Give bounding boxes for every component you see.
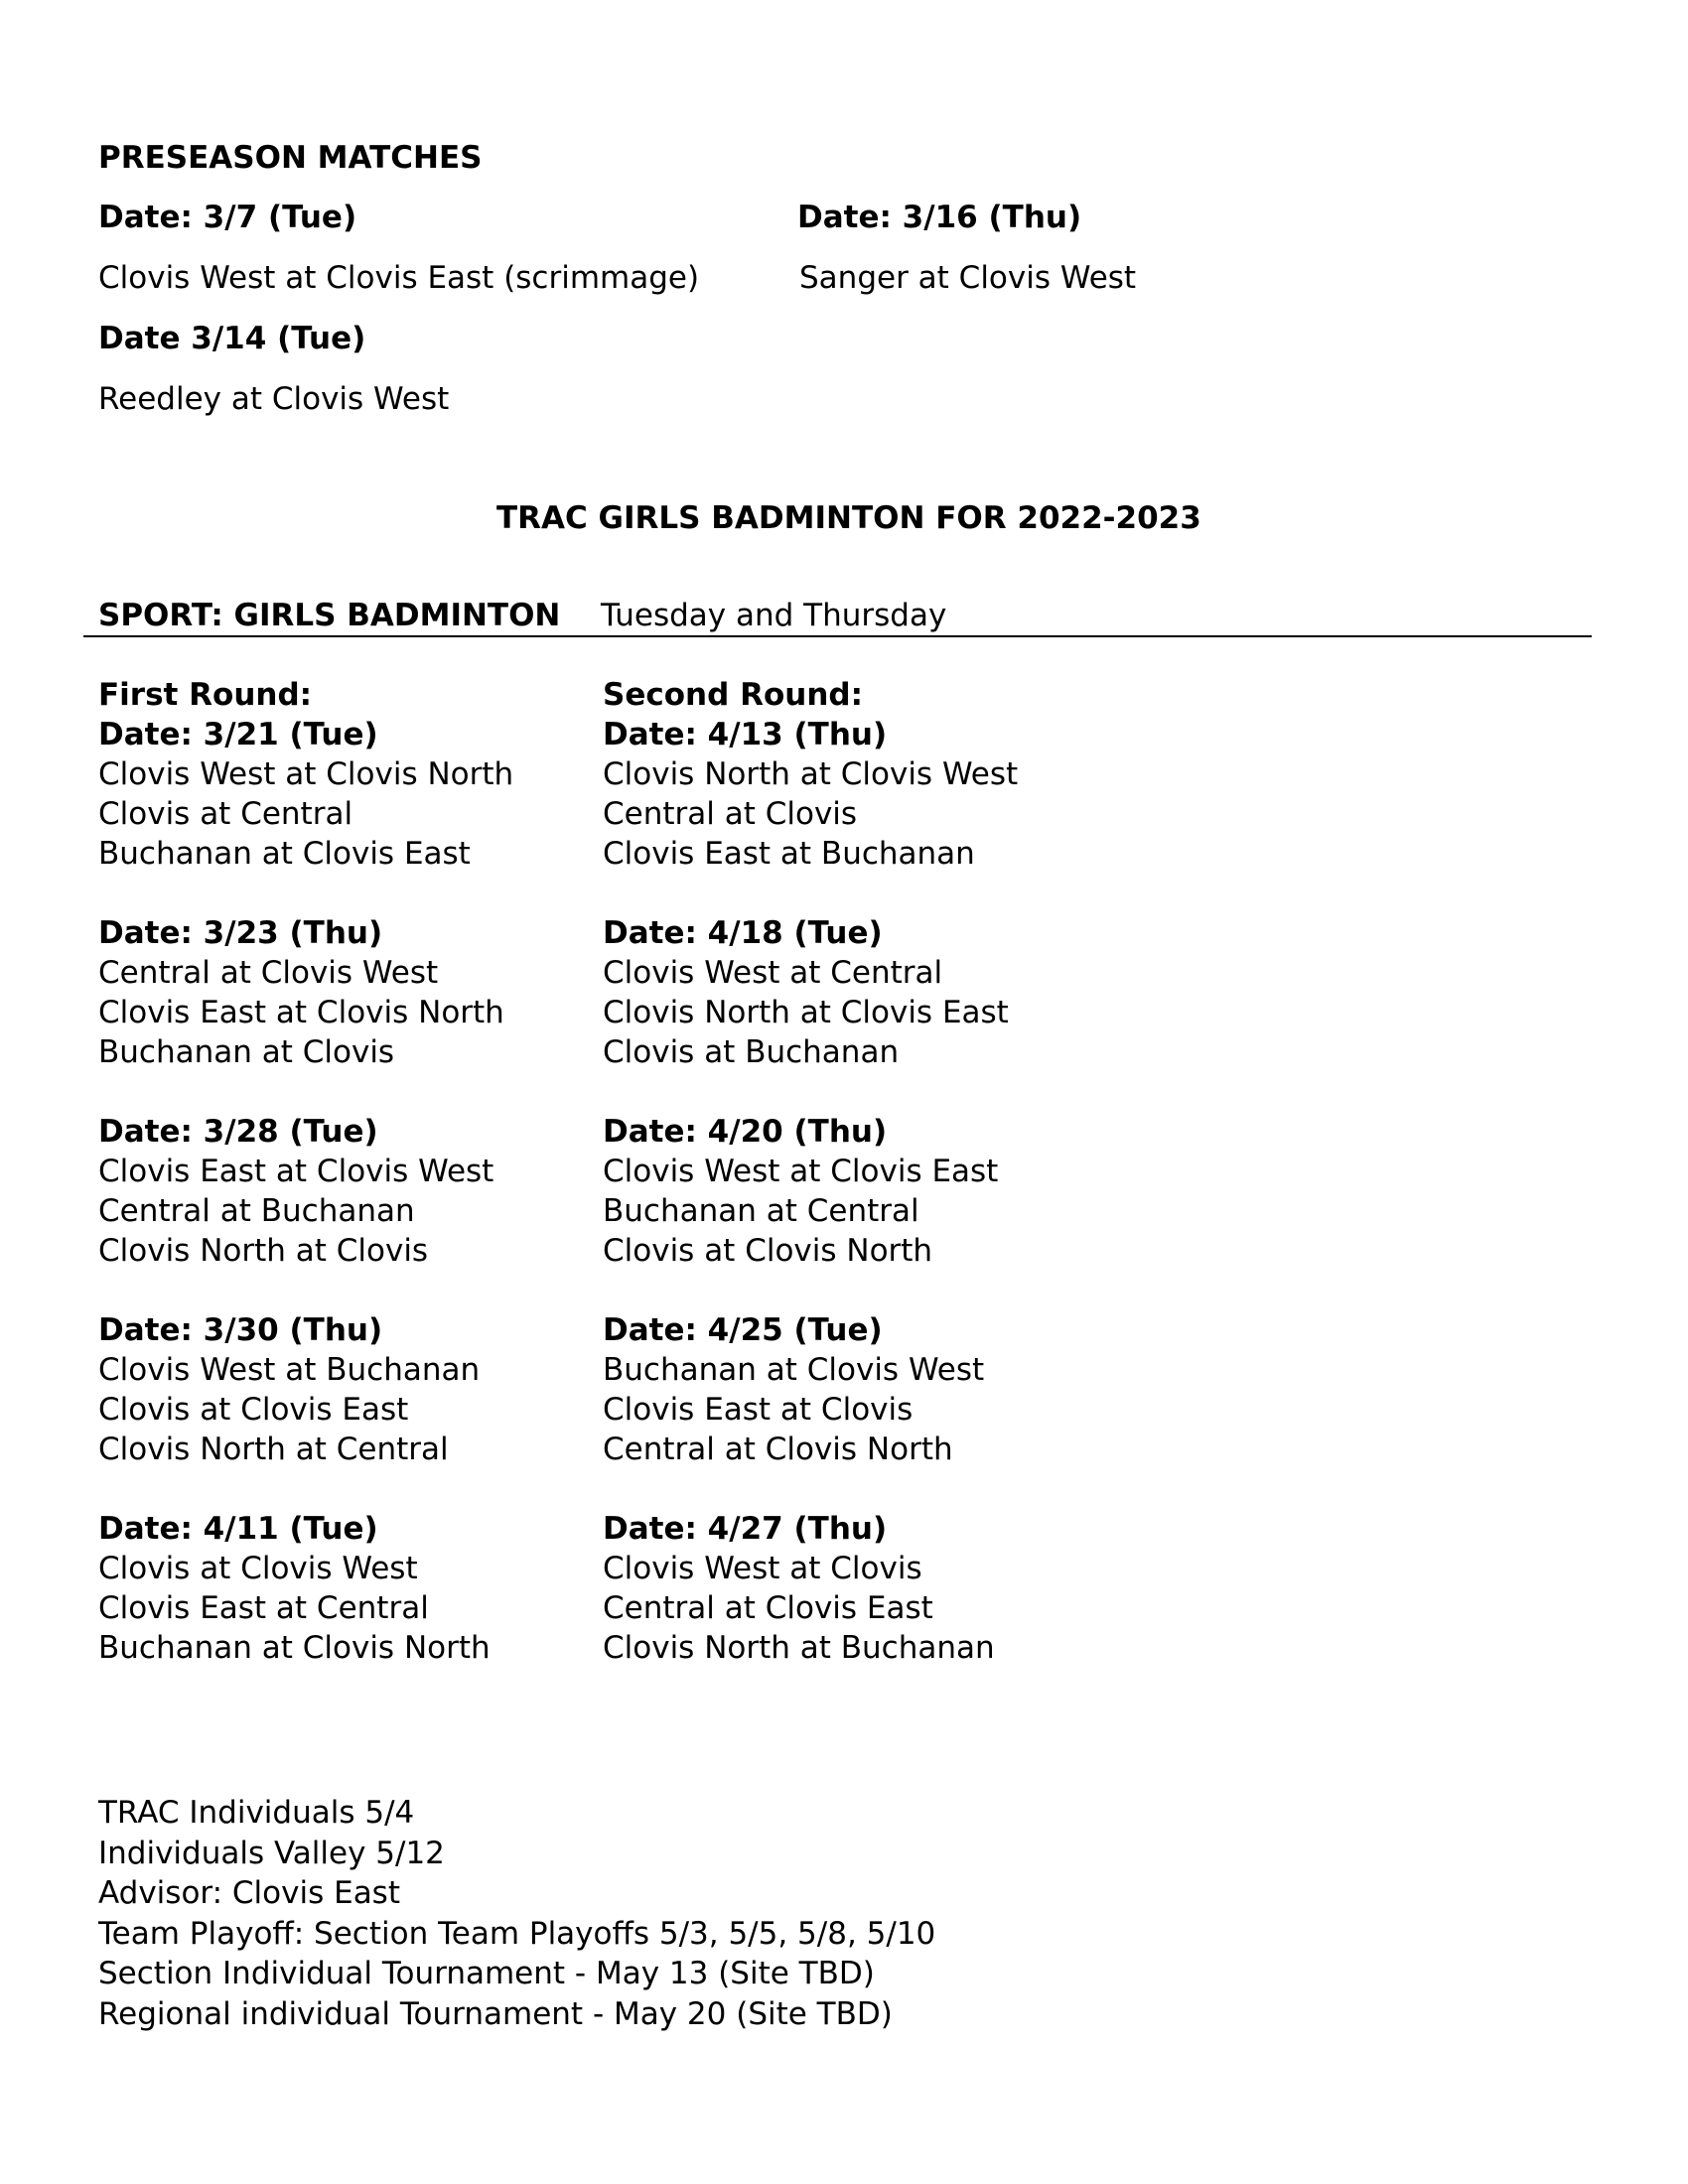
note-line: Advisor: Clovis East xyxy=(98,1875,400,1911)
match-line: Clovis West at Clovis East xyxy=(603,1154,999,1189)
header-divider xyxy=(83,635,1592,637)
round-title: First Round: xyxy=(98,677,313,713)
first-round-column xyxy=(98,675,513,1707)
match-day-block xyxy=(98,1509,513,1668)
match-date: Date: 3/23 (Thu) xyxy=(98,915,383,951)
match-line: Buchanan at Clovis West xyxy=(603,1352,985,1388)
preseason-date: Date: 3/7 (Tue) xyxy=(98,200,357,235)
preseason-date: Date: 3/16 (Thu) xyxy=(797,200,1082,235)
note-line: Section Individual Tournament - May 13 (Site TBD) xyxy=(98,1956,875,1991)
match-line: Central at Clovis East xyxy=(603,1590,933,1626)
match-line: Clovis at Clovis West xyxy=(98,1551,418,1586)
match-line: Clovis East at Buchanan xyxy=(603,836,975,872)
second-round-column xyxy=(603,675,1018,1707)
match-day-block xyxy=(603,913,1018,1072)
match-date: Date: 4/27 (Thu) xyxy=(603,1511,888,1547)
match-line: Clovis East at Clovis North xyxy=(98,995,504,1030)
match-date: Date: 4/25 (Tue) xyxy=(603,1312,883,1348)
match-line: Clovis West at Central xyxy=(603,955,943,991)
match-line: Clovis at Clovis East xyxy=(98,1392,409,1428)
match-day-block xyxy=(98,715,513,874)
match-line: Clovis West at Clovis xyxy=(603,1551,922,1586)
match-line: Central at Clovis North xyxy=(603,1432,953,1467)
match-line: Clovis East at Central xyxy=(98,1590,429,1626)
match-date: Date: 4/18 (Tue) xyxy=(603,915,883,951)
match-line: Clovis North at Clovis xyxy=(98,1233,429,1269)
match-day-block xyxy=(98,1310,513,1469)
match-line: Clovis West at Buchanan xyxy=(98,1352,481,1388)
match-day-block xyxy=(603,1509,1018,1668)
match-line: Clovis at Buchanan xyxy=(603,1034,900,1070)
match-date: Date: 3/30 (Thu) xyxy=(98,1312,383,1348)
match-date: Date: 4/11 (Tue) xyxy=(98,1511,378,1547)
match-line: Clovis North at Central xyxy=(98,1432,449,1467)
page-title: TRAC GIRLS BADMINTON FOR 2022-2023 xyxy=(496,500,1201,536)
match-line: Buchanan at Clovis North xyxy=(98,1630,491,1666)
match-line: Clovis North at Clovis West xyxy=(603,756,1019,792)
match-line: Clovis East at Clovis West xyxy=(98,1154,494,1189)
match-line: Central at Clovis xyxy=(603,796,858,832)
match-line: Buchanan at Central xyxy=(603,1193,919,1229)
preseason-match: Clovis West at Clovis East (scrimmage) xyxy=(98,260,700,296)
note-line: Team Playoff: Section Team Playoffs 5/3, 5/5, 5/8, 5/10 xyxy=(98,1915,936,1952)
sport-days: Tuesday and Thursday xyxy=(601,598,947,633)
note-line: Individuals Valley 5/12 xyxy=(98,1835,445,1871)
match-day-block xyxy=(603,1112,1018,1271)
match-line: Clovis at Central xyxy=(98,796,353,832)
note-line: TRAC Individuals 5/4 xyxy=(98,1795,415,1831)
match-date: Date: 4/13 (Thu) xyxy=(603,717,888,752)
match-line: Clovis West at Clovis North xyxy=(98,756,514,792)
match-date: Date: 3/28 (Tue) xyxy=(98,1114,378,1150)
preseason-date: Date 3/14 (Tue) xyxy=(98,321,366,356)
match-day-block xyxy=(603,715,1018,874)
match-day-block xyxy=(603,1310,1018,1469)
match-line: Buchanan at Clovis xyxy=(98,1034,395,1070)
match-date: Date: 3/21 (Tue) xyxy=(98,717,378,752)
match-line: Clovis North at Clovis East xyxy=(603,995,1009,1030)
match-line: Clovis North at Buchanan xyxy=(603,1630,995,1666)
round-title: Second Round: xyxy=(603,677,863,713)
match-date: Date: 4/20 (Thu) xyxy=(603,1114,888,1150)
match-day-block xyxy=(98,913,513,1072)
sport-label: SPORT: GIRLS BADMINTON xyxy=(98,598,561,633)
match-line: Central at Clovis West xyxy=(98,955,439,991)
match-line: Clovis at Clovis North xyxy=(603,1233,933,1269)
schedule-notes xyxy=(98,1793,935,2034)
note-line: Regional individual Tournament - May 20 (Site TBD) xyxy=(98,1995,893,2032)
match-day-block xyxy=(98,1112,513,1271)
match-line: Buchanan at Clovis East xyxy=(98,836,471,872)
preseason-heading: PRESEASON MATCHES xyxy=(98,140,483,176)
match-line: Central at Buchanan xyxy=(98,1193,415,1229)
match-line: Clovis East at Clovis xyxy=(603,1392,914,1428)
preseason-match: Sanger at Clovis West xyxy=(799,260,1137,296)
preseason-match: Reedley at Clovis West xyxy=(98,381,450,417)
